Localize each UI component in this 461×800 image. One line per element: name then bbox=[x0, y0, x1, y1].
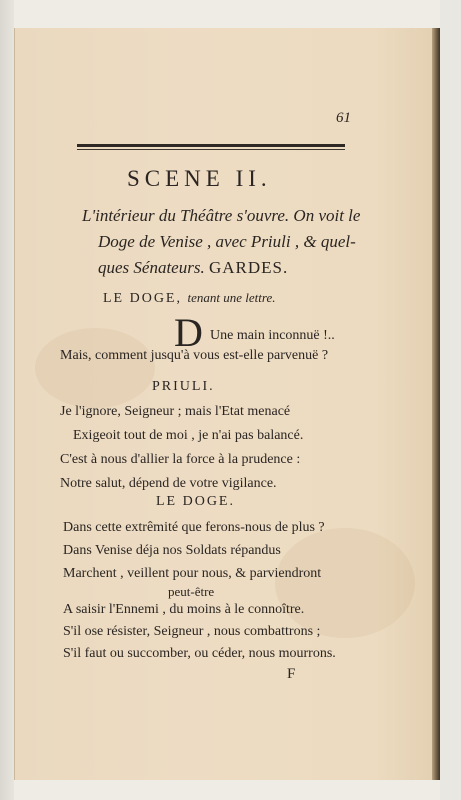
page-edge-shadow bbox=[432, 28, 440, 780]
header-rule-thick bbox=[77, 144, 345, 147]
speaker-le-doge-1 bbox=[103, 290, 275, 307]
verse-line: Dans Venise déja nos Soldats répandus bbox=[63, 543, 281, 558]
scene-title: SCENE II. bbox=[127, 166, 272, 191]
signature-mark: F bbox=[287, 666, 296, 682]
header-rule-thin bbox=[77, 149, 345, 150]
verse-line: Exigeoit tout de moi , je n'ai pas balancé. bbox=[73, 428, 304, 443]
speaker-le-doge-2: LE DOGE. bbox=[156, 494, 235, 509]
scan-background-right bbox=[440, 0, 461, 800]
speaker-note: tenant une lettre. bbox=[187, 290, 276, 305]
verse-line: Marchent , veillent pour nous, & parviendront bbox=[63, 566, 322, 581]
verse-line: Une main inconnuë !.. bbox=[210, 328, 335, 343]
speaker-name: LE DOGE, bbox=[103, 291, 182, 306]
stage-direction-senateurs: ques Sénateurs. bbox=[98, 258, 205, 277]
stage-direction-line-3 bbox=[98, 258, 288, 278]
verse-line: S'il ose résister, Seigneur , nous combattrons ; bbox=[63, 624, 321, 639]
stage-direction-gardes: GARDES. bbox=[208, 258, 289, 277]
page-number: 61 bbox=[336, 110, 351, 126]
drop-cap: D bbox=[174, 310, 203, 355]
verse-line: Je l'ignore, Seigneur ; mais l'Etat menacé bbox=[60, 404, 291, 419]
speaker-priuli: PRIULI. bbox=[152, 379, 215, 394]
stage-direction-line-1: L'intérieur du Théâtre s'ouvre. On voit le bbox=[82, 206, 361, 225]
stage-direction-line-2: Doge de Venise , avec Priuli , & quel- bbox=[98, 232, 356, 251]
verse-line: A saisir l'Ennemi , du moins à le connoître. bbox=[63, 602, 305, 617]
verse-line: S'il faut ou succomber, ou céder, nous mourrons. bbox=[63, 646, 336, 661]
verse-line: Dans cette extrêmité que ferons-nous de plus ? bbox=[63, 520, 325, 535]
verse-line-continuation: peut-être bbox=[168, 584, 215, 599]
scan-background-left bbox=[0, 0, 14, 800]
verse-line: Mais, comment jusqu'à vous est-elle parvenuë ? bbox=[60, 348, 329, 363]
verse-line: Notre salut, dépend de votre vigilance. bbox=[60, 476, 277, 491]
verse-line: C'est à nous d'allier la force à la prudence : bbox=[60, 452, 301, 467]
